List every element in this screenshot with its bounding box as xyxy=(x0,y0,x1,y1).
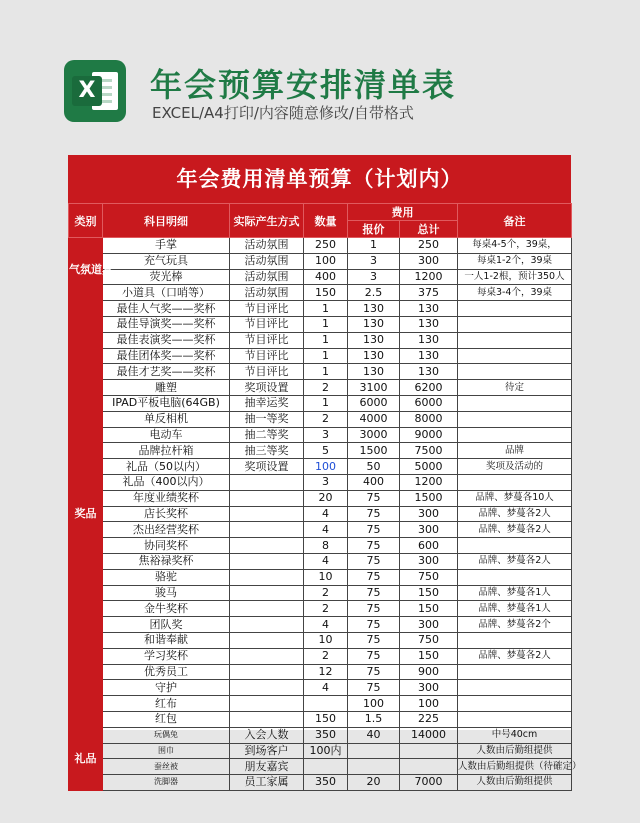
cell-remark xyxy=(458,395,572,411)
cell-total: 300 xyxy=(400,680,458,696)
page-subtitle: EXCEL/A4打印/内容随意修改/自带格式 xyxy=(152,104,414,122)
table-row xyxy=(69,585,572,601)
cell-price: 3000 xyxy=(348,427,400,443)
cell-qty: 1 xyxy=(304,301,348,317)
cell-method: 抽幸运奖 xyxy=(230,395,304,411)
cell-price: 75 xyxy=(348,585,400,601)
table-row xyxy=(69,632,572,648)
table-row xyxy=(69,743,572,759)
cell-price: 75 xyxy=(348,601,400,617)
cell-qty: 12 xyxy=(304,664,348,680)
cell-total: 1200 xyxy=(400,269,458,285)
cell-item: 骆驼 xyxy=(103,569,230,585)
cell-total: 5000 xyxy=(400,459,458,475)
cell-qty: 150 xyxy=(304,285,348,301)
cell-price: 75 xyxy=(348,569,400,585)
cell-price: 40 xyxy=(348,727,400,743)
cell-price: 75 xyxy=(348,522,400,538)
table-row xyxy=(69,617,572,633)
cell-total: 150 xyxy=(400,648,458,664)
table-row xyxy=(69,538,572,554)
cell-method: 抽三等奖 xyxy=(230,443,304,459)
cell-remark xyxy=(458,411,572,427)
cell-method: 奖项设置 xyxy=(230,459,304,475)
cell-qty: 350 xyxy=(304,727,348,743)
table-row xyxy=(69,601,572,617)
header-item: 科目明细 xyxy=(103,204,230,238)
table-row xyxy=(69,490,572,506)
cell-item: 最佳团体奖——奖杯 xyxy=(103,348,230,364)
cell-qty: 100 xyxy=(304,253,348,269)
cell-item: 守护 xyxy=(103,680,230,696)
cell-qty: 20 xyxy=(304,490,348,506)
cell-method xyxy=(230,617,304,633)
cell-price: 1.5 xyxy=(348,711,400,727)
cell-price: 75 xyxy=(348,553,400,569)
table-row xyxy=(69,696,572,712)
cell-item: 年度业绩奖杯 xyxy=(103,490,230,506)
cell-item: 学习奖杯 xyxy=(103,648,230,664)
category-prize: 奖品 xyxy=(69,301,103,728)
cell-qty: 2 xyxy=(304,648,348,664)
cell-qty: 10 xyxy=(304,632,348,648)
cell-item: 骏马 xyxy=(103,585,230,601)
cell-qty: 100 xyxy=(304,459,348,475)
cell-method xyxy=(230,490,304,506)
cell-total: 150 xyxy=(400,601,458,617)
table-row xyxy=(69,364,572,380)
cell-qty: 1 xyxy=(304,316,348,332)
cell-total: 300 xyxy=(400,522,458,538)
cell-remark xyxy=(458,316,572,332)
cell-remark: 每桌4-5个，39桌， xyxy=(458,238,572,254)
cell-item: 金牛奖杯 xyxy=(103,601,230,617)
table-row xyxy=(69,664,572,680)
table-row xyxy=(69,506,572,522)
cell-price: 100 xyxy=(348,696,400,712)
cell-item: 蚕丝被 xyxy=(103,759,230,775)
cell-method: 到场客户 xyxy=(230,743,304,759)
cell-qty: 8 xyxy=(304,538,348,554)
cell-total: 1500 xyxy=(400,490,458,506)
cell-price: 75 xyxy=(348,648,400,664)
cell-qty: 1 xyxy=(304,332,348,348)
cell-method xyxy=(230,601,304,617)
cell-qty: 3 xyxy=(304,427,348,443)
cell-price: 6000 xyxy=(348,395,400,411)
cell-remark: 一人1-2根，预计350人 xyxy=(458,269,572,285)
table-row xyxy=(69,269,572,285)
cell-remark xyxy=(458,427,572,443)
cell-total: 9000 xyxy=(400,427,458,443)
cell-method: 节目评比 xyxy=(230,332,304,348)
cell-item: 手掌 xyxy=(103,238,230,254)
cell-qty xyxy=(304,696,348,712)
cell-price xyxy=(348,743,400,759)
cell-remark xyxy=(458,332,572,348)
cell-price: 1 xyxy=(348,238,400,254)
cell-method: 活动氛围 xyxy=(230,285,304,301)
cell-item: 充气玩具 xyxy=(103,253,230,269)
cell-remark xyxy=(458,474,572,490)
cell-method: 抽一等奖 xyxy=(230,411,304,427)
cell-item: 玩偶兔 xyxy=(103,727,230,743)
cell-remark: 每桌3-4个，39桌 xyxy=(458,285,572,301)
table-row xyxy=(69,711,572,727)
cell-item: 红包 xyxy=(103,711,230,727)
cell-remark: 品牌、梦蔓各2个 xyxy=(458,617,572,633)
cell-method xyxy=(230,711,304,727)
table-row xyxy=(69,316,572,332)
table-row xyxy=(69,474,572,490)
cell-total: 300 xyxy=(400,506,458,522)
cell-method: 朋友嘉宾 xyxy=(230,759,304,775)
cell-qty: 1 xyxy=(304,364,348,380)
cell-price: 130 xyxy=(348,348,400,364)
cell-price: 75 xyxy=(348,617,400,633)
cell-total: 150 xyxy=(400,585,458,601)
cell-method xyxy=(230,585,304,601)
table-row xyxy=(69,569,572,585)
cell-qty: 5 xyxy=(304,443,348,459)
cell-remark: 品牌、梦蔓各1人 xyxy=(458,585,572,601)
cell-remark: 品牌、梦蔓各2人 xyxy=(458,648,572,664)
cell-method: 节目评比 xyxy=(230,364,304,380)
cell-total xyxy=(400,743,458,759)
cell-remark: 品牌 xyxy=(458,443,572,459)
cell-remark xyxy=(458,696,572,712)
cell-total: 14000 xyxy=(400,727,458,743)
cell-method xyxy=(230,553,304,569)
cell-item: 礼品（400以内） xyxy=(103,474,230,490)
cell-method xyxy=(230,696,304,712)
cell-price: 20 xyxy=(348,775,400,791)
category-atmosphere: 气氛道具 xyxy=(69,238,103,301)
cell-price: 2.5 xyxy=(348,285,400,301)
cell-method: 活动氛围 xyxy=(230,238,304,254)
cell-remark: 品牌、梦蔓各2人 xyxy=(458,553,572,569)
cell-item: 焦裕禄奖杯 xyxy=(103,553,230,569)
cell-item: 最佳才艺奖——奖杯 xyxy=(103,364,230,380)
table-body xyxy=(69,238,582,791)
cell-method xyxy=(230,648,304,664)
cell-price: 75 xyxy=(348,664,400,680)
cell-qty: 4 xyxy=(304,553,348,569)
cell-method xyxy=(230,474,304,490)
cell-total: 130 xyxy=(400,301,458,317)
cell-price: 4000 xyxy=(348,411,400,427)
cell-qty: 400 xyxy=(304,269,348,285)
cell-method: 入会人数 xyxy=(230,727,304,743)
cell-qty: 4 xyxy=(304,506,348,522)
cell-total: 300 xyxy=(400,617,458,633)
cell-price xyxy=(348,759,400,775)
table-row xyxy=(69,759,572,775)
cell-item: 店长奖杯 xyxy=(103,506,230,522)
cell-method: 活动氛围 xyxy=(230,269,304,285)
cell-total: 600 xyxy=(400,538,458,554)
cell-total: 7500 xyxy=(400,443,458,459)
cell-total: 8000 xyxy=(400,411,458,427)
cell-item: 最佳人气奖——奖杯 xyxy=(103,301,230,317)
table-row xyxy=(69,238,572,254)
table-row xyxy=(69,411,572,427)
cell-remark: 人数由后勤组提供 xyxy=(458,775,572,791)
cell-price: 75 xyxy=(348,490,400,506)
cell-remark xyxy=(458,664,572,680)
cell-remark xyxy=(458,348,572,364)
cell-remark xyxy=(458,538,572,554)
budget-sheet xyxy=(68,155,582,789)
table-row xyxy=(69,459,572,475)
header-remark: 备注 xyxy=(458,204,572,238)
cell-remark: 品牌、梦蔓各10人 xyxy=(458,490,572,506)
cell-method: 节目评比 xyxy=(230,348,304,364)
table-row xyxy=(69,522,572,538)
cell-method: 员工家属 xyxy=(230,775,304,791)
cell-qty: 1 xyxy=(304,395,348,411)
cell-method: 抽二等奖 xyxy=(230,427,304,443)
cell-item: 围巾 xyxy=(103,743,230,759)
cell-price: 3 xyxy=(348,253,400,269)
cell-price: 3 xyxy=(348,269,400,285)
cell-price: 400 xyxy=(348,474,400,490)
table-row xyxy=(69,443,572,459)
cell-qty: 2 xyxy=(304,601,348,617)
cell-method xyxy=(230,680,304,696)
table-row xyxy=(69,301,572,317)
table-row xyxy=(69,648,572,664)
cell-qty: 1 xyxy=(304,348,348,364)
cell-total: 750 xyxy=(400,632,458,648)
cell-item: 小道具（口哨等） xyxy=(103,285,230,301)
cell-total: 250 xyxy=(400,238,458,254)
header-total: 总计 xyxy=(400,221,458,238)
cell-method: 奖项设置 xyxy=(230,380,304,396)
cell-remark xyxy=(458,301,572,317)
cell-remark: 人数由后勤组提供 xyxy=(458,743,572,759)
cell-total: 900 xyxy=(400,664,458,680)
cell-qty: 4 xyxy=(304,617,348,633)
cell-remark: 人数由后勤组提供（待確定） xyxy=(458,759,572,775)
cell-item: 荧光棒 xyxy=(103,269,230,285)
table-row xyxy=(69,253,572,269)
cell-method xyxy=(230,522,304,538)
header-price: 报价 xyxy=(348,221,400,238)
table-row xyxy=(69,285,572,301)
table-row xyxy=(69,680,572,696)
logo-letter: X xyxy=(72,76,102,106)
cell-price: 1500 xyxy=(348,443,400,459)
cell-total: 375 xyxy=(400,285,458,301)
cell-remark xyxy=(458,632,572,648)
cell-total xyxy=(400,759,458,775)
cell-total: 130 xyxy=(400,316,458,332)
table-row xyxy=(69,775,572,791)
cell-method: 节目评比 xyxy=(230,301,304,317)
cell-item: 单反相机 xyxy=(103,411,230,427)
cell-total: 130 xyxy=(400,364,458,380)
table-row xyxy=(69,553,572,569)
page-title: 年会预算安排清单表 xyxy=(150,66,457,104)
category-gift: 礼品 xyxy=(69,727,103,790)
cell-price: 130 xyxy=(348,301,400,317)
cell-item: 红布 xyxy=(103,696,230,712)
cell-price: 75 xyxy=(348,506,400,522)
cell-price: 130 xyxy=(348,332,400,348)
cell-remark xyxy=(458,364,572,380)
cell-price: 75 xyxy=(348,632,400,648)
cell-method xyxy=(230,664,304,680)
cell-qty: 100内 xyxy=(304,743,348,759)
excel-logo-icon xyxy=(64,60,126,122)
cell-remark: 品牌、梦蔓各2人 xyxy=(458,522,572,538)
cell-qty: 150 xyxy=(304,711,348,727)
cell-total: 130 xyxy=(400,332,458,348)
cell-item: IPAD平板电脑(64GB) xyxy=(103,395,230,411)
cell-total: 750 xyxy=(400,569,458,585)
cell-method: 节目评比 xyxy=(230,316,304,332)
cell-item: 雕塑 xyxy=(103,380,230,396)
cell-remark: 每桌1-2个，39桌 xyxy=(458,253,572,269)
cell-item: 礼品（50以内） xyxy=(103,459,230,475)
cell-total: 225 xyxy=(400,711,458,727)
header-fee: 费用 xyxy=(348,204,458,221)
cell-total: 300 xyxy=(400,553,458,569)
header-category: 类别 xyxy=(69,204,103,238)
cell-remark: 奖项及活动的 xyxy=(458,459,572,475)
cell-item: 团队奖 xyxy=(103,617,230,633)
cell-qty: 4 xyxy=(304,680,348,696)
cell-qty: 2 xyxy=(304,380,348,396)
cell-qty: 2 xyxy=(304,585,348,601)
table-row xyxy=(69,727,572,743)
table-row xyxy=(69,380,572,396)
cell-item: 优秀员工 xyxy=(103,664,230,680)
cell-remark xyxy=(458,569,572,585)
cell-price: 130 xyxy=(348,364,400,380)
cell-remark xyxy=(458,711,572,727)
table-row xyxy=(69,395,572,411)
table-row xyxy=(69,348,572,364)
header-qty: 数量 xyxy=(304,204,348,238)
cell-item: 品牌拉杆箱 xyxy=(103,443,230,459)
cell-item: 和谐奉献 xyxy=(103,632,230,648)
cell-total: 130 xyxy=(400,348,458,364)
cell-total: 300 xyxy=(400,253,458,269)
cell-method xyxy=(230,569,304,585)
cell-qty: 3 xyxy=(304,474,348,490)
table-row xyxy=(69,427,572,443)
cell-item: 洗脚器 xyxy=(103,775,230,791)
cell-qty: 2 xyxy=(304,411,348,427)
cell-method xyxy=(230,506,304,522)
cell-item: 最佳导演奖——奖杯 xyxy=(103,316,230,332)
cell-remark: 品牌、梦蔓各1人 xyxy=(458,601,572,617)
cell-item: 协同奖杯 xyxy=(103,538,230,554)
cell-item: 最佳表演奖——奖杯 xyxy=(103,332,230,348)
cell-method: 活动氛围 xyxy=(230,253,304,269)
cell-method xyxy=(230,538,304,554)
cell-price: 130 xyxy=(348,316,400,332)
cell-remark xyxy=(458,680,572,696)
table-row xyxy=(69,332,572,348)
cell-total: 6200 xyxy=(400,380,458,396)
cell-item: 杰出经营奖杯 xyxy=(103,522,230,538)
cell-total: 6000 xyxy=(400,395,458,411)
cell-price: 50 xyxy=(348,459,400,475)
cell-remark: 品牌、梦蔓各2人 xyxy=(458,506,572,522)
cell-total: 100 xyxy=(400,696,458,712)
cell-qty: 10 xyxy=(304,569,348,585)
header-method: 实际产生方式 xyxy=(230,204,304,238)
cell-total: 7000 xyxy=(400,775,458,791)
cell-qty: 4 xyxy=(304,522,348,538)
cell-total: 1200 xyxy=(400,474,458,490)
cell-remark: 待定 xyxy=(458,380,572,396)
cell-price: 75 xyxy=(348,538,400,554)
cell-price: 3100 xyxy=(348,380,400,396)
cell-qty: 250 xyxy=(304,238,348,254)
cell-qty xyxy=(304,759,348,775)
cell-remark: 中号40cm xyxy=(458,727,572,743)
cell-qty: 350 xyxy=(304,775,348,791)
cell-method xyxy=(230,632,304,648)
cell-price: 75 xyxy=(348,680,400,696)
cell-item: 电动车 xyxy=(103,427,230,443)
sheet-banner: 年会费用清单预算（计划内） xyxy=(68,155,571,203)
budget-table xyxy=(68,203,582,791)
